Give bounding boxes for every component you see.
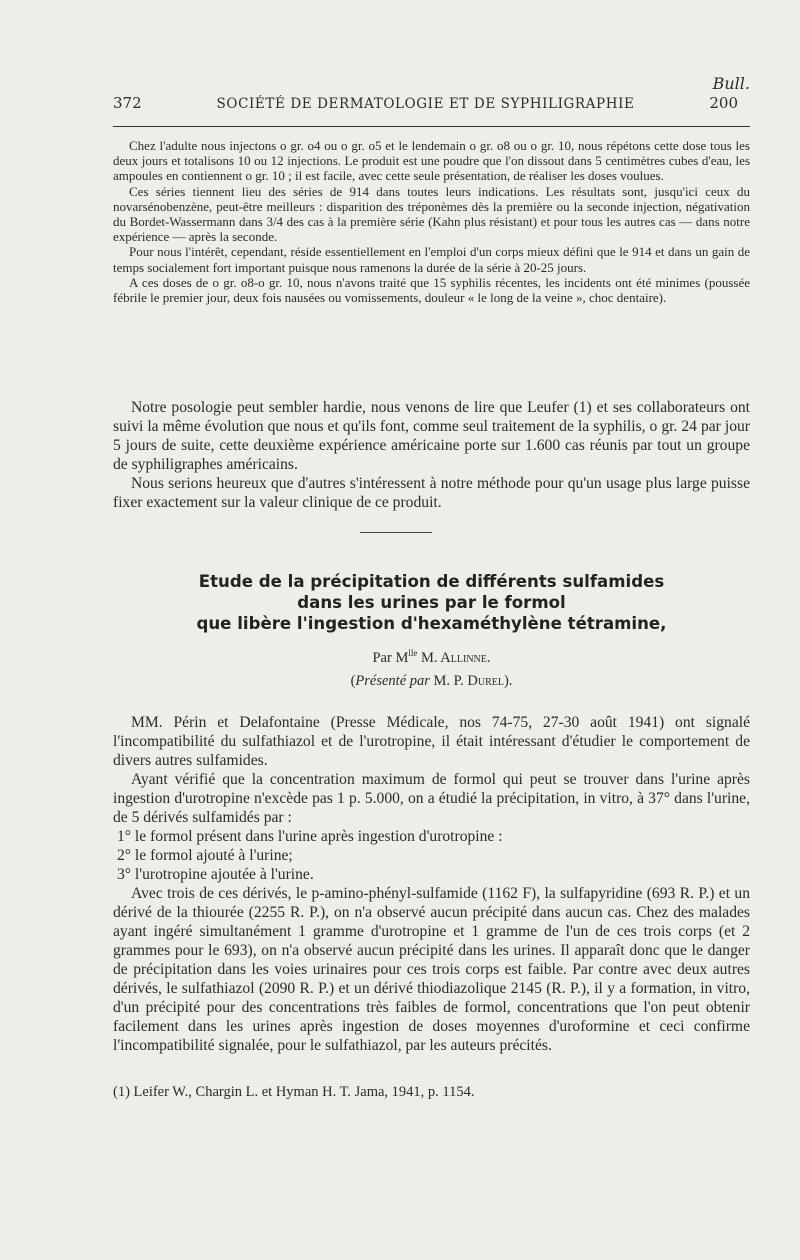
header-rule bbox=[113, 126, 750, 127]
list-item: 2° le formol ajouté à l'urine; bbox=[117, 847, 293, 864]
conclusion-section bbox=[113, 398, 750, 512]
running-title: SOCIÉTÉ DE DERMATOLOGIE ET DE SYPHILIGRAPHIE bbox=[216, 96, 635, 112]
title-line: dans les urines par le formol bbox=[297, 593, 566, 612]
title-line: que libère l'ingestion d'hexaméthylène tétramine, bbox=[196, 614, 667, 633]
article-title bbox=[113, 571, 750, 634]
paragraph: Notre posologie peut sembler hardie, nous venons de lire que Leufer (1) et ses collaborateurs ont suivi la même évolution que nous et qu'ils font, comme seul traitement de la syphilis, o gr. 24 par jour 5 jours de suite, cette deuxième expérience américaine porte sur 1.600 cas réunis par tout un groupe de syphiligraphes américains. bbox=[113, 399, 750, 473]
list-item: 1° le formol présent dans l'urine après ingestion d'urotropine : bbox=[117, 828, 503, 845]
small-print-section bbox=[113, 138, 750, 305]
footnote: (1) Leifer W., Chargin L. et Hyman H. T. Jama, 1941, p. 1154. bbox=[113, 1084, 475, 1100]
presenter-name: M. P. Durel bbox=[433, 673, 504, 689]
paragraph: Avec trois de ces dérivés, le p-amino-phényl-sulfamide (1162 F), la sulfapyridine (693 R. P.) et un dérivé de la thiourée (2255 R. P.), on n'a observé aucun précipité dans aucun cas. Chez des malades ayant ingéré simultanément 1 gramme d'urotropine et 1 gramme de l'un de ces trois corps (et 2 grammes pour le 693), on n'a observé aucun précipité dans les urines. Il apparaît donc que le danger de précipitation dans les voies urinaires pour ces trois corps est faible. Par contre avec deux autres dérivés, le sulfathiazol (2090 R. P.) et un dérivé thiodiazolique 2145 (R. P.), il y a formation, in vitro, d'un précipité pour des concentrations très faibles de formol, concentrations que l'on peut obtenir facilement dans les urines après ingestion de doses moyennes d'uroformine et ceci confirme l'incompatibilité signalée, pour le sulfathiazol, par les auteurs précités. bbox=[113, 885, 750, 1054]
paragraph: Pour nous l'intérêt, cependant, réside essentiellement en l'emploi d'un corps mieux défini que le 914 et dans un gain de temps socialement fort important puisque nous ramenons la durée de la série à 20-25 jours. bbox=[113, 244, 750, 275]
list-item: 3° l'urotropine ajoutée à l'urine. bbox=[117, 866, 314, 883]
byline-prefix: Par M bbox=[372, 649, 409, 666]
presented-prefix: Présenté par bbox=[355, 673, 430, 689]
paragraph: Ayant vérifié que la concentration maximum de formol qui peut se trouver dans l'urine après ingestion d'urotropine n'excède pas 1 p. 5.000, on a étudié la précipitation, in vitro, à 37° dans l'urine, de 5 dérivés sulfamidés par : bbox=[113, 771, 750, 826]
byline-sup: lle bbox=[408, 648, 418, 658]
author-byline bbox=[113, 648, 750, 667]
paragraph: MM. Périn et Delafontaine (Presse Médicale, nos 74-75, 27-30 août 1941) ont signalé l'incompatibilité du sulfathiazol et de l'urotropine, il était intéressant d'étudier le comportement de divers autres sulfamides. bbox=[113, 714, 750, 769]
article-body bbox=[113, 713, 750, 1055]
running-header bbox=[113, 94, 738, 116]
volume-number: 200 bbox=[709, 94, 738, 112]
presented-by: (Présenté par M. P. Durel). bbox=[350, 673, 513, 689]
presented-suffix: ). bbox=[503, 673, 513, 689]
page-number: 372 bbox=[113, 94, 142, 112]
paragraph: Chez l'adulte nous injectons o gr. o4 ou o gr. o5 et le lendemain o gr. o8 ou o gr. 10, nous répétons cette dose tous les deux jours et totalisons 10 ou 12 injections. Le produit est une poudre que l'on dissout dans 5 centimètres cubes d'eau, les ampoules en contiennent o gr. 10 ; il est facile, avec cette seule présentation, de réaliser les doses voulues. bbox=[113, 138, 750, 184]
author-name: M. Allinne. bbox=[420, 649, 491, 666]
title-line: Etude de la précipitation de différents sulfamides bbox=[198, 572, 665, 591]
paragraph: Ces séries tiennent lieu des séries de 914 dans toutes leurs indications. Les résultats sont, jusqu'ici ceux du novarsénobenzène, peut-être meilleurs : disparition des tréponèmes dès la première ou la seconde injection, négativation du Bordet-Wassermann dans 3/4 des cas à la première série (Kahn plus résistant) et pour tous les autres cas — dans notre expérience — après la seconde. bbox=[113, 183, 750, 245]
journal-annotation: Bull. bbox=[712, 74, 750, 93]
section-separator bbox=[360, 532, 432, 533]
paragraph: Nous serions heureux que d'autres s'intéressent à notre méthode pour qu'un usage plus large puisse fixer exactement sur la valeur clinique de ce produit. bbox=[113, 475, 750, 511]
paragraph: A ces doses de o gr. o8-o gr. 10, nous n'avons traité que 15 syphilis récentes, les incidents ont été minimes (poussée fébrile le premier jour, deux fois nausées ou vomissements, douleur « le long de la veine », choc dentaire). bbox=[113, 274, 750, 306]
